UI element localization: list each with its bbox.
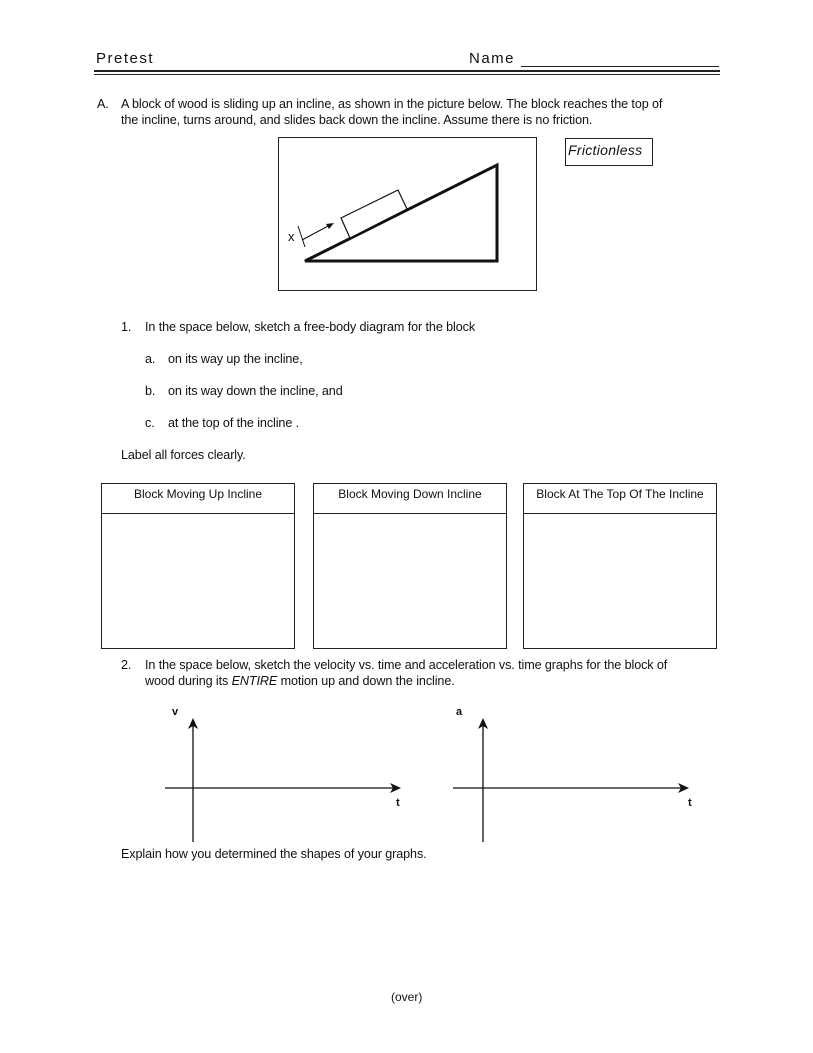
q2-number: 2.	[121, 658, 132, 672]
acceleration-graph-axes[interactable]	[453, 718, 689, 842]
fbd-box-title: Block At The Top Of The Incline	[524, 484, 716, 514]
q1-prompt: In the space below, sketch a free-body diagram for the block	[145, 320, 476, 334]
q1-item-a-marker: a.	[145, 352, 156, 366]
position-label: x	[288, 229, 295, 244]
section-a-marker: A.	[97, 97, 109, 111]
q1-instruction: Label all forces clearly.	[121, 448, 246, 462]
explain-answer-area[interactable]	[121, 866, 721, 976]
acceleration-axis-label: a	[456, 706, 463, 718]
name-label: Name	[469, 50, 516, 67]
velocity-time-axis-label: t	[396, 797, 400, 809]
q1-item-b-marker: b.	[145, 384, 156, 398]
fbd-box-title: Block Moving Down Incline	[314, 484, 506, 514]
q2-line2-emphasis: ENTIRE	[231, 674, 278, 688]
section-a-line1: A block of wood is sliding up an incline, as shown in the picture below. The block reaches the top of	[121, 97, 663, 111]
q2-line1: In the space below, sketch the velocity vs. time and acceleration vs. time graphs for the block of	[145, 658, 668, 672]
q1-item-a: on its way up the incline,	[168, 352, 303, 366]
q2-line2-pre: wood during its	[145, 674, 232, 688]
fbd-box-title: Block Moving Up Incline	[102, 484, 294, 514]
q1-item-c: at the top of the incline .	[168, 416, 300, 430]
frictionless-tag: Frictionless	[565, 138, 653, 166]
velocity-graph-axes[interactable]	[165, 718, 401, 842]
q1-item-b: on its way down the incline, and	[168, 384, 343, 398]
section-a-line2: the incline, turns around, and slides back down the incline. Assume there is no friction.	[121, 113, 593, 127]
worksheet-title: Pretest	[96, 50, 155, 67]
acceleration-time-axis-label: t	[688, 797, 692, 809]
page-footer-over: (over)	[391, 990, 423, 1004]
velocity-axis-label: v	[172, 706, 179, 718]
q1-item-c-marker: c.	[145, 416, 155, 430]
q1-number: 1.	[121, 320, 132, 334]
q2-line2-post: motion up and down the incline.	[277, 674, 455, 688]
explain-prompt: Explain how you determined the shapes of your graphs.	[121, 847, 427, 861]
